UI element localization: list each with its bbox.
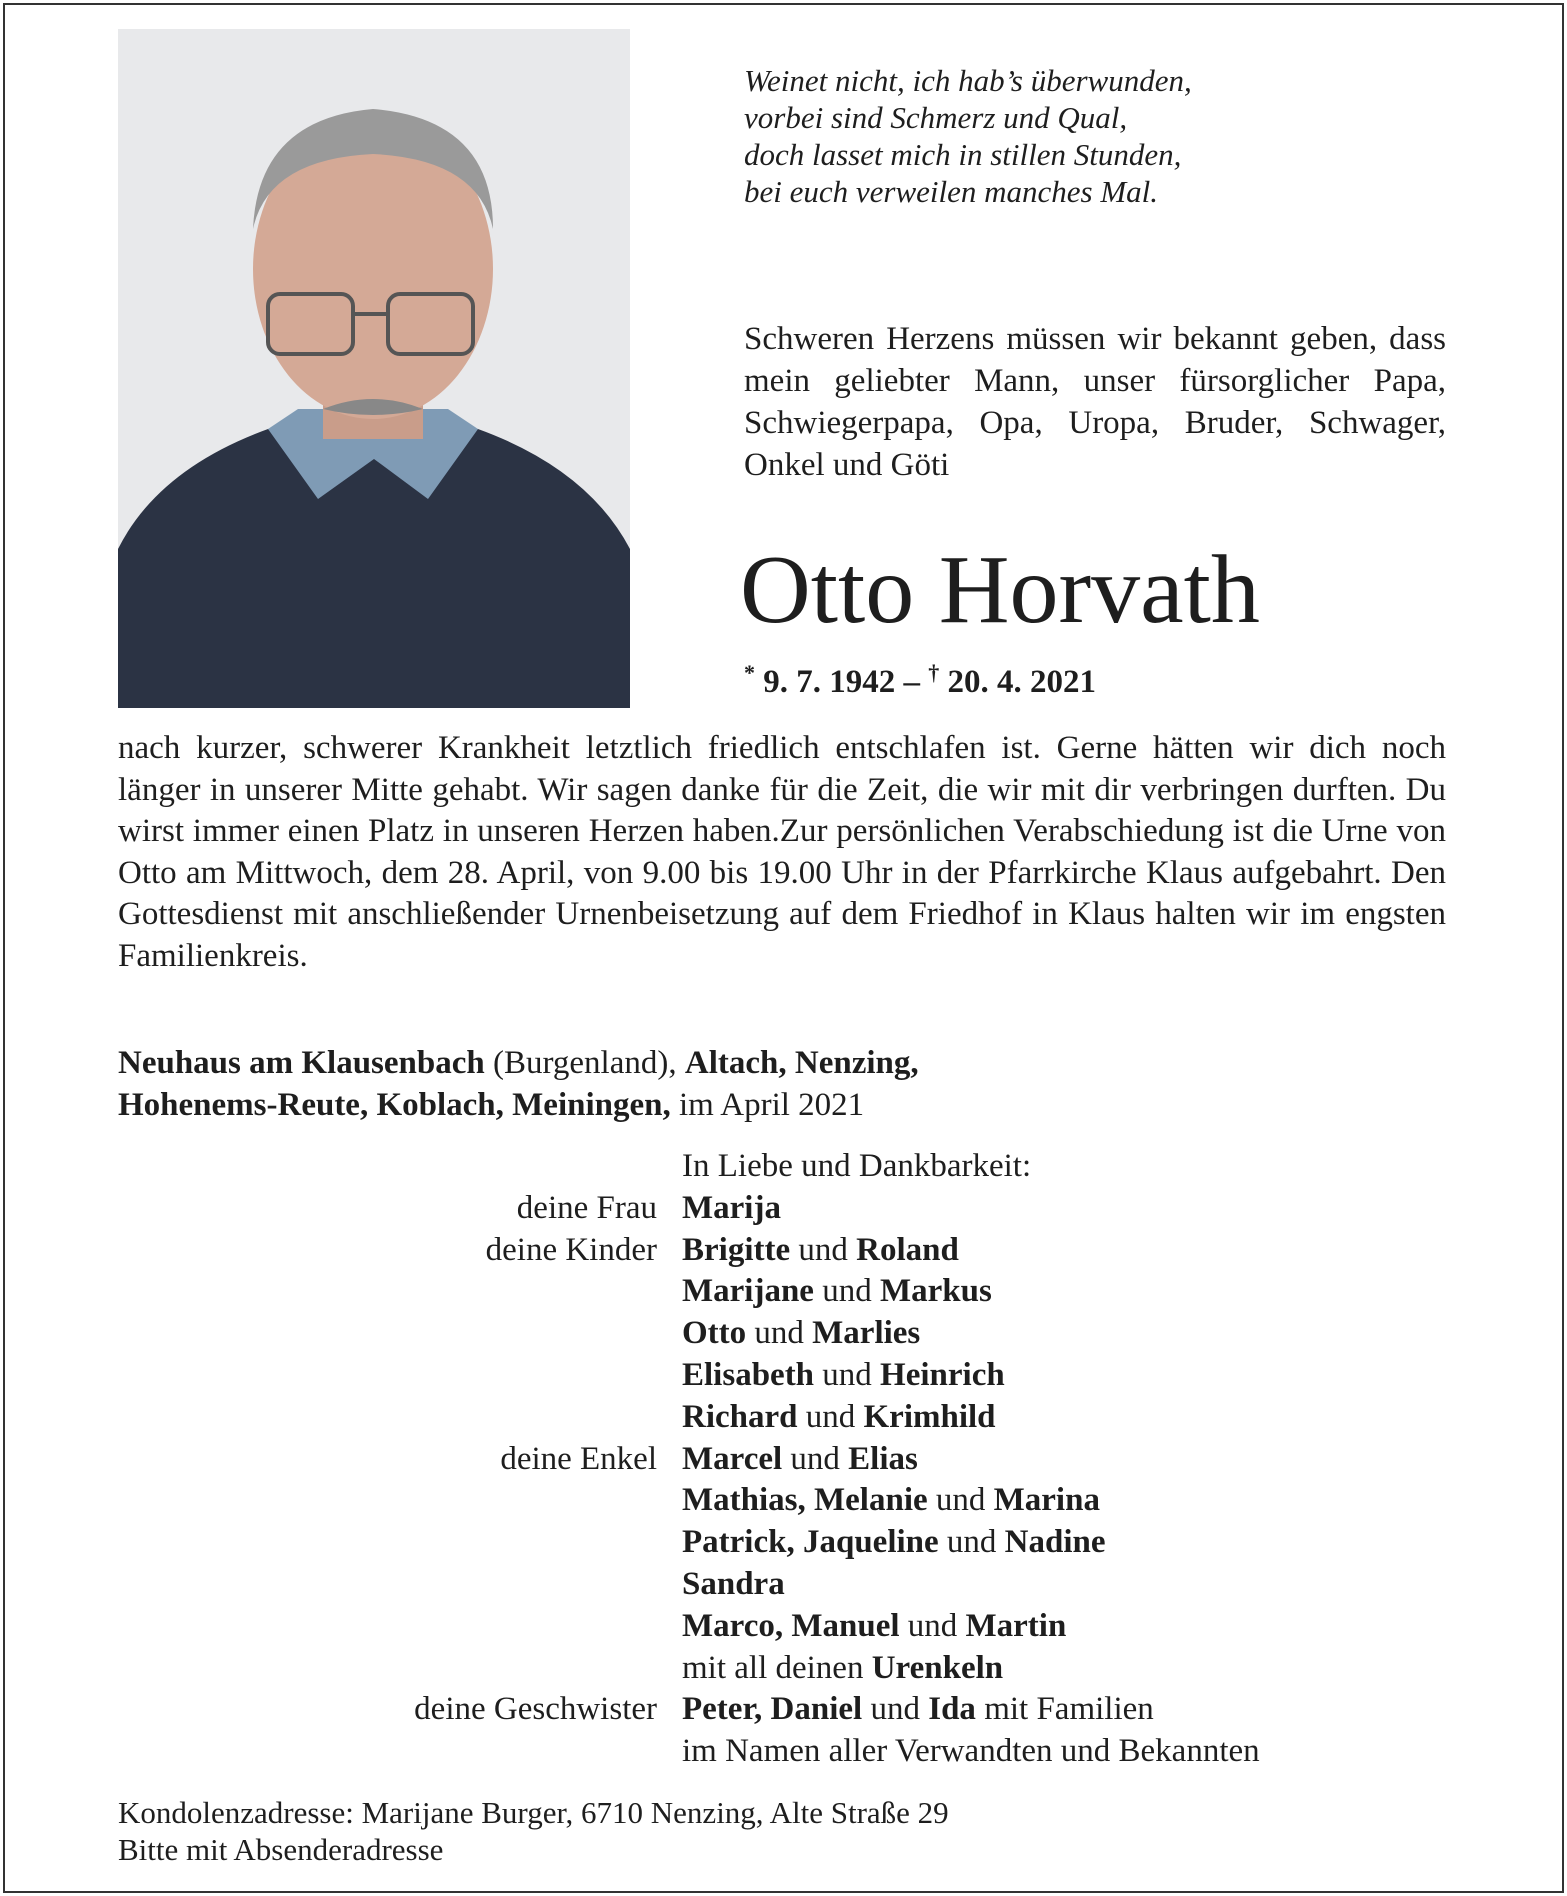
family-row <box>0 1564 1567 1606</box>
family-name: Marina <box>993 1482 1100 1519</box>
family-name: Peter, Daniel <box>682 1691 863 1728</box>
family-name: Patrick, Jaqueline <box>682 1524 939 1561</box>
memorial-poem <box>744 62 1192 210</box>
family-name: Heinrich <box>880 1356 1005 1393</box>
family-name: Brigitte <box>682 1231 791 1268</box>
family-text: und <box>938 1524 1005 1561</box>
family-name: Sandra <box>682 1565 785 1602</box>
family-name: Elisabeth <box>682 1356 815 1393</box>
family-name: Richard <box>682 1398 798 1435</box>
place: Altach, Nenzing, <box>684 1045 919 1081</box>
family-row <box>0 1480 1567 1522</box>
family-text: und <box>746 1315 813 1352</box>
place: Neuhaus am Klausenbach <box>118 1045 485 1081</box>
family-text: und <box>862 1691 929 1728</box>
birth-date: 9. 7. 1942 <box>763 664 896 700</box>
family-name: Marlies <box>812 1315 921 1352</box>
poem-line: vorbei sind Schmerz und Qual, <box>744 100 1128 135</box>
family-name: Martin <box>965 1607 1067 1644</box>
family-name: Elias <box>848 1440 918 1477</box>
family-row <box>0 1313 1567 1355</box>
condolence-address <box>118 1794 949 1868</box>
family-closing: im Namen aller Verwandten und Bekannten <box>682 1733 1260 1770</box>
family-text: und <box>790 1231 857 1268</box>
family-label: deine Frau <box>516 1189 657 1226</box>
family-name: Mathias, Melanie <box>682 1482 928 1519</box>
family-text: und <box>899 1607 966 1644</box>
family-name: Otto <box>682 1315 747 1352</box>
family-name: Krimhild <box>863 1398 996 1435</box>
family-text: und <box>813 1273 880 1310</box>
family-text: und <box>782 1440 849 1477</box>
poem-line: doch lasset mich in stillen Stunden, <box>744 137 1182 172</box>
family-label: deine Enkel <box>500 1440 657 1477</box>
family-row <box>0 1355 1567 1397</box>
family-name: Markus <box>879 1273 992 1310</box>
place-date: im April 2021 <box>670 1087 865 1123</box>
life-dates <box>744 660 1096 701</box>
place: Hohenems-Reute, Koblach, Meiningen, <box>118 1087 671 1123</box>
date-separator: – <box>895 664 929 700</box>
family-name: Urenkeln <box>871 1649 1004 1686</box>
family-text: und <box>927 1482 994 1519</box>
deceased-name: Otto Horvath <box>740 536 1260 644</box>
family-label: deine Kinder <box>485 1231 657 1268</box>
death-date: 20. 4. 2021 <box>947 664 1096 700</box>
family-intro: In Liebe und Dankbarkeit: <box>682 1148 1032 1184</box>
family-name: Marijane <box>682 1273 814 1310</box>
announcement-body: nach kurzer, schwerer Krankheit letztlich friedlich entschlafen ist. Gerne hätten wir dich noch länger in unserer Mitte gehabt. Wir sagen danke für die Zeit, die wir mit dir verbringen durften. Du wirst immer einen Platz in unseren Herzen haben.Zur persönlichen Verabschiedung ist die Urne von Otto am Mittwoch, dem 28. April, von 9.00 bis 19.00 Uhr in der Pfarrkirche Klaus aufgebahrt. Den Gottesdienst mit anschließender Urnenbeisetzung auf dem Friedhof in Klaus halten wir im engsten Familienkreis. <box>118 730 1446 974</box>
family-name: Marija <box>682 1189 781 1226</box>
family-row <box>0 1439 1567 1481</box>
family-text: und <box>814 1356 881 1393</box>
family-label: deine Geschwister <box>414 1691 657 1728</box>
condolence-line: Kondolenzadresse: Marijane Burger, 6710 Nenzing, Alte Straße 29 <box>118 1795 949 1830</box>
family-row <box>0 1606 1567 1648</box>
family-row <box>0 1522 1567 1564</box>
place: (Burgenland), <box>484 1045 685 1081</box>
family-name: Ida <box>928 1691 976 1728</box>
poem-line: bei euch verweilen manches Mal. <box>744 174 1159 209</box>
condolence-line: Bitte mit Absenderadresse <box>118 1832 444 1867</box>
family-list <box>0 1146 1567 1773</box>
family-row <box>0 1230 1567 1272</box>
family-name: Marcel <box>682 1440 783 1477</box>
family-name: Nadine <box>1004 1524 1106 1561</box>
family-text: mit Familien <box>975 1691 1154 1728</box>
family-text: und <box>797 1398 864 1435</box>
family-name: Roland <box>856 1231 959 1268</box>
death-symbol: † <box>928 660 940 685</box>
announcement-intro: Schweren Herzens müssen wir bekannt geben, dass mein geliebter Mann, unser fürsorglicher Papa, Schwiegerpapa, Opa, Uropa, Bruder, Schwager, Onkel und Göti <box>744 321 1446 483</box>
birth-symbol: * <box>744 660 755 685</box>
family-places <box>118 1042 919 1126</box>
family-row <box>0 1397 1567 1439</box>
family-row <box>0 1271 1567 1313</box>
poem-line: Weinet nicht, ich hab’s überwunden, <box>744 63 1192 98</box>
family-text: mit all deinen <box>682 1649 872 1686</box>
portrait-photo <box>118 29 630 708</box>
family-name: Marco, Manuel <box>682 1607 900 1644</box>
